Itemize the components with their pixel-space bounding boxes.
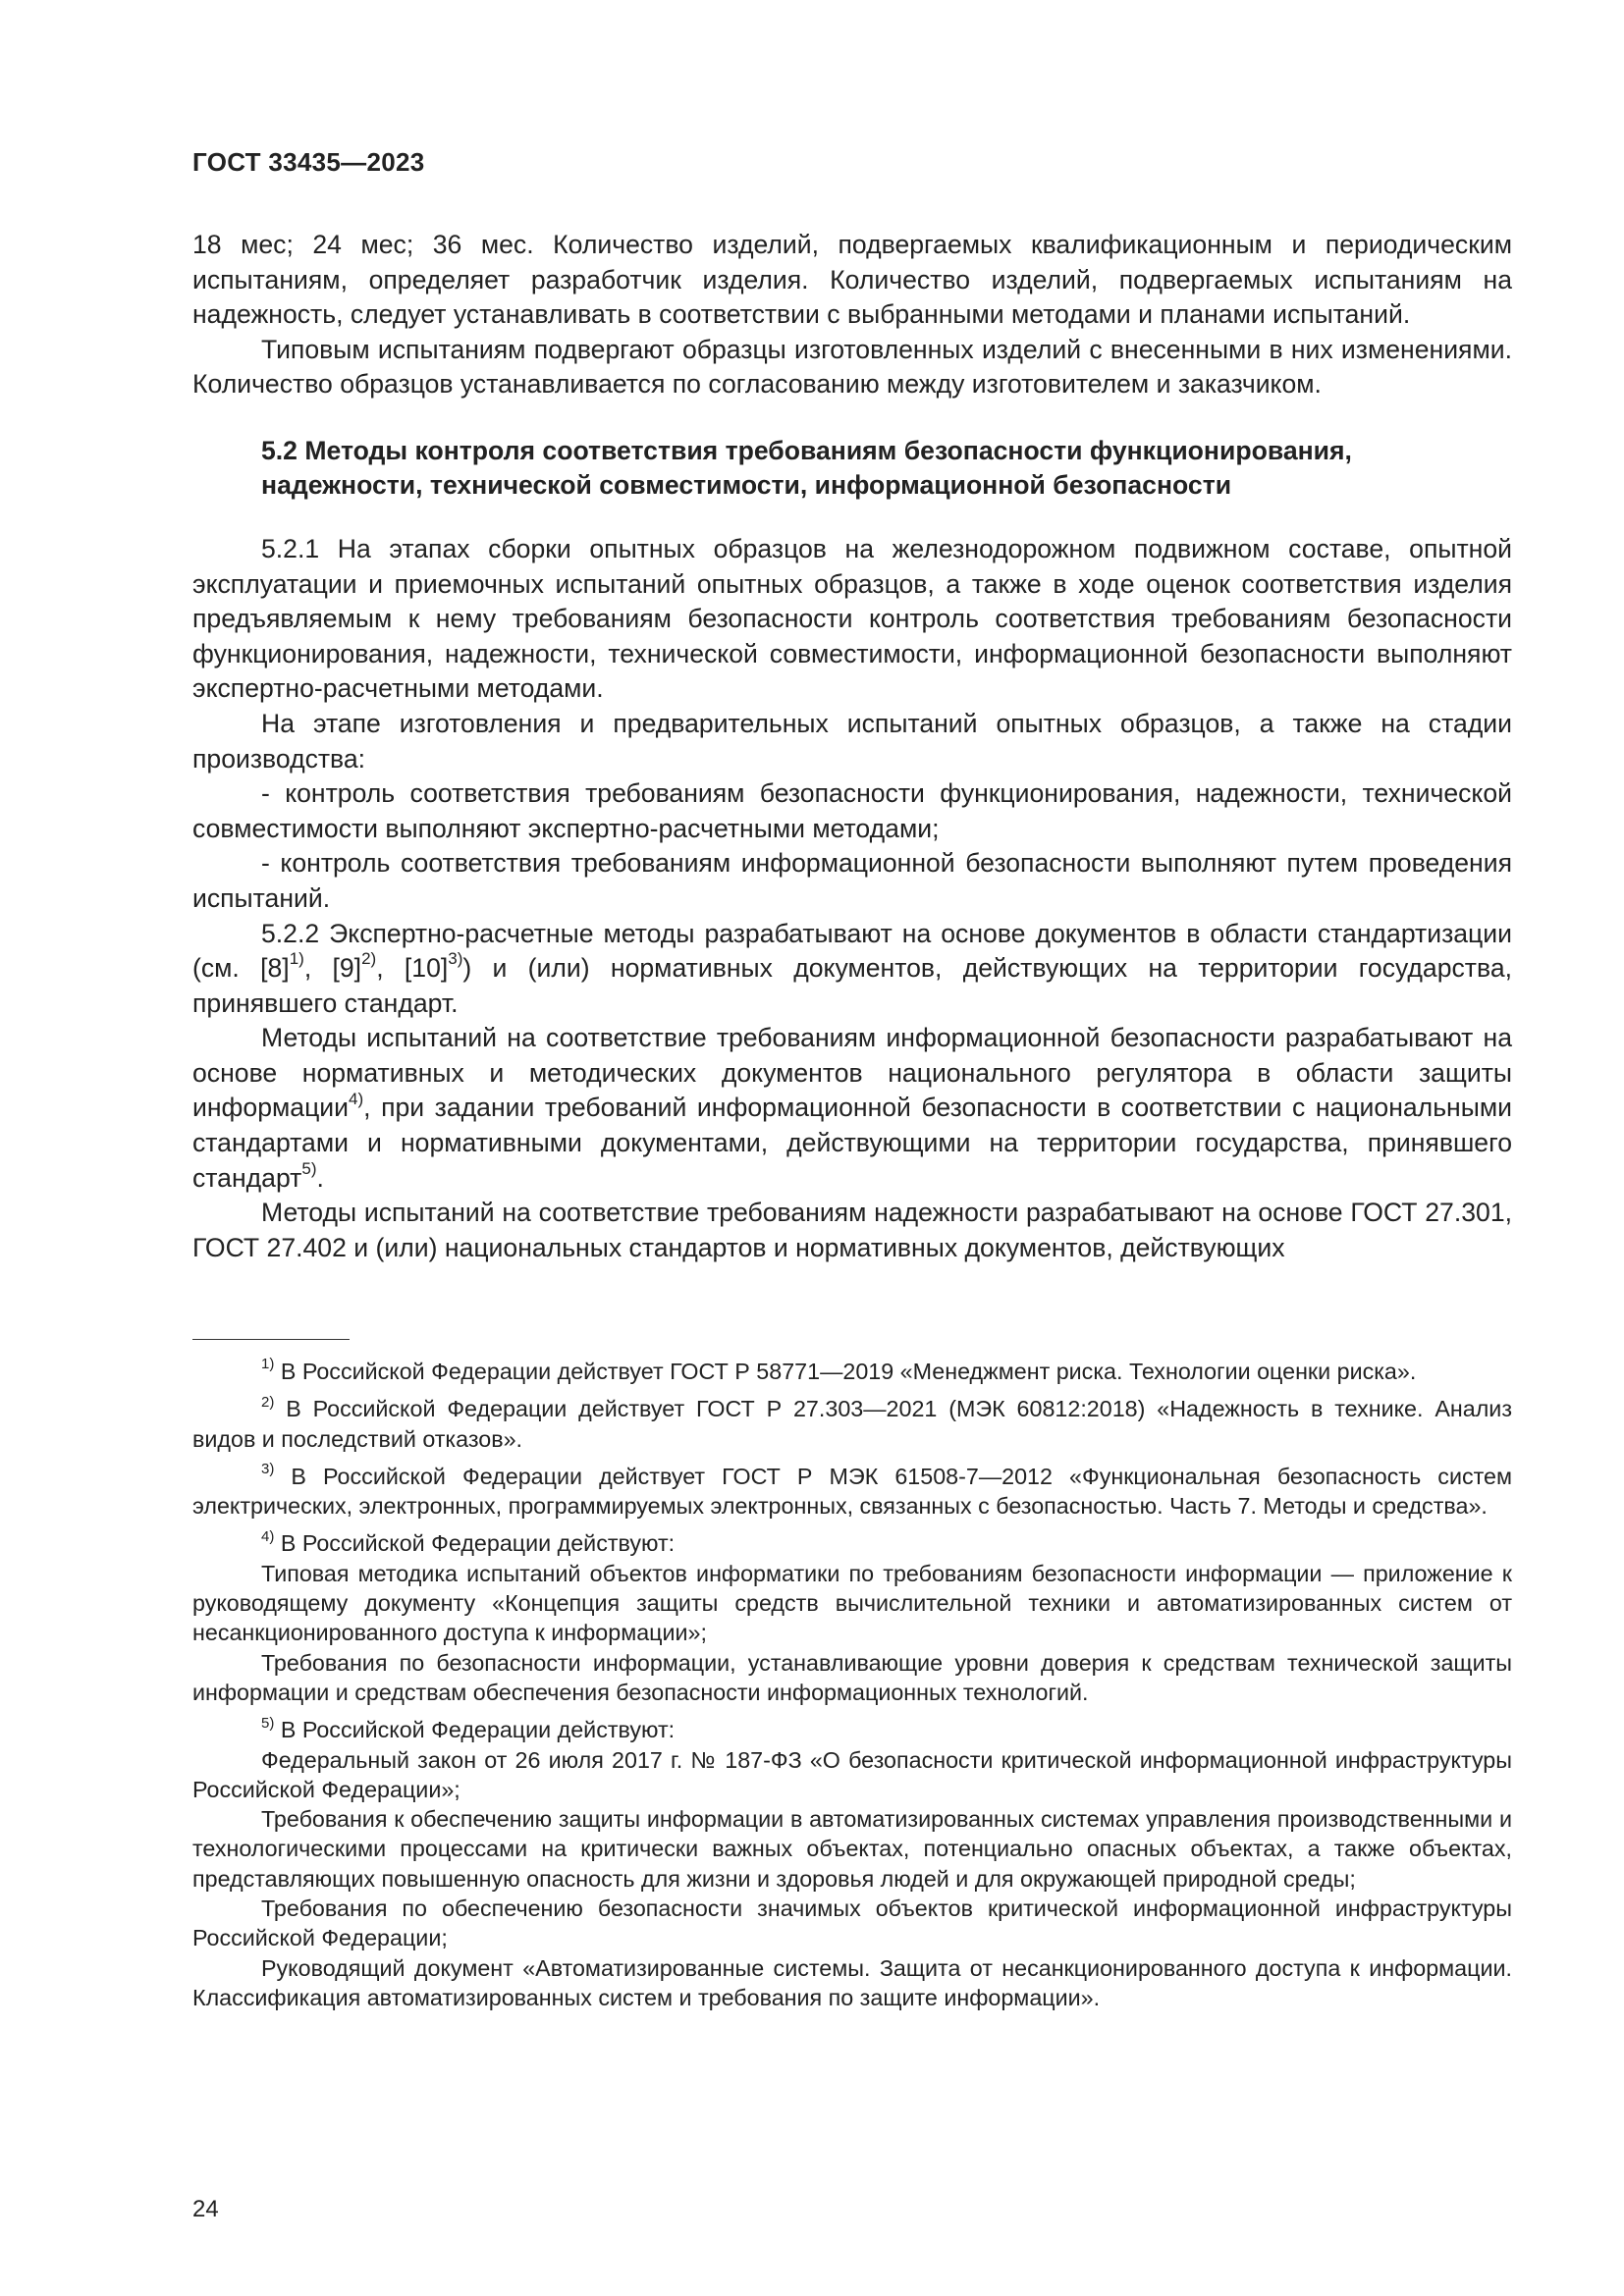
footnote-ref[interactable]: 3) bbox=[448, 949, 463, 969]
footnote-ref[interactable]: 1) bbox=[289, 949, 304, 969]
page-number: 24 bbox=[192, 2196, 219, 2222]
footnote: $^{2)}$ В Российской Федерации действует ГОСТ Р 27.303—2021 (МЭК 60812:2018) «Надежность в технике. Анализ видов и последствий отказов». bbox=[192, 1393, 1512, 1452]
paragraph: 18 мес; 24 мес; 36 мес. Количество изделий, подвергаемых квалификационным и периодическим испытаниям, определяет разработчик изделия. Количество изделий, подвергаемых испытаниям на надежность, следует устанавливать в соответствии с выбранными методами и планами испытаний. bbox=[192, 230, 1512, 330]
section-heading: 5.2 Методы контроля соответствия требованиям безопасности функционирования, надежности, технической совместимости, информационной безопасности bbox=[261, 435, 1352, 500]
footnote: $^{3)}$ В Российской Федерации действует ГОСТ Р МЭК 61508-7—2012 «Функциональная безопасность систем электрических, электронных, программируемых электронных, связанных с безопасностью. Часть 7. Методы и средства». bbox=[192, 1461, 1512, 1520]
paragraph: Методы испытаний на соответствие требованиям надежности разрабатывают на основе ГОСТ 27.301, ГОСТ 27.402 и (или) национальных стандартов и нормативных документов, действующих bbox=[192, 1198, 1512, 1262]
main-text bbox=[192, 228, 1512, 1265]
footnote: $^{1)}$ В Российской Федерации действует ГОСТ Р 58771—2019 «Менеджмент риска. Технологии оценки риска». bbox=[261, 1356, 1417, 1384]
paragraph: На этапе изготовления и предварительных испытаний опытных образцов, а также на стадии производства: bbox=[192, 708, 1512, 774]
footnotes bbox=[192, 1357, 1512, 2012]
footnote-ref[interactable]: 4) bbox=[349, 1089, 364, 1108]
footnote-ref[interactable]: 2) bbox=[361, 949, 377, 969]
footnote-ref[interactable]: 5) bbox=[301, 1158, 317, 1178]
paragraph: Методы испытаний на соответствие требованиям информационной безопасности разрабатывают на основе нормативных и методических документов национального регулятора в области защиты информации$^{4)}$, при задании требований информационной безопасности в соответствии с национальными стандартами и нормативными документами, действующими на территории государства, принявшего стандарт$^{5)}$. bbox=[192, 1023, 1512, 1193]
footnote: $^{4)}$ В Российской Федерации действуют: bbox=[261, 1527, 676, 1557]
footnote: $^{5)}$ В Российской Федерации действуют: bbox=[261, 1714, 676, 1743]
list-item: - контроль соответствия требованиям безопасности функционирования, надежности, технической совместимости выполняют экспертно-расчетными методами; bbox=[192, 778, 1512, 843]
footnote-item: Требования к обеспечению защиты информации в автоматизированных системах управления производственными и технологическими процессами на критически важных объектах, потенциально опасных объектах, а также объектах, представляющих повышенную опасность для жизни и здоровья людей и для окружающей природной среды; bbox=[192, 1806, 1512, 1892]
footnote-item: Типовая методика испытаний объектов информатики по требованиям безопасности информации — приложение к руководящему документу «Концепция защиты средств вычислительной техники и автоматизированных систем от несанкционированного доступа к информации»; bbox=[192, 1560, 1512, 1646]
paragraph: Типовым испытаниям подвергают образцы изготовленных изделий с внесенными в них изменениями. Количество образцов устанавливается по согласованию между изготовителем и заказчиком. bbox=[192, 334, 1512, 400]
footnote-item: Требования по безопасности информации, устанавливающие уровни доверия к средствам технической защиты информации и средствам обеспечения безопасности информационных технологий. bbox=[192, 1649, 1512, 1705]
footnote-item: Требования по обеспечению безопасности значимых объектов критической информационной инфраструктуры Российской Федерации; bbox=[192, 1896, 1512, 1951]
footnote-divider bbox=[192, 1339, 350, 1340]
paragraph: 5.2.2 Экспертно-расчетные методы разрабатывают на основе документов в области стандартизации (см. $[8]^{1)}$, $[9]^{2)}$, $[10]^{3)}$) и (или) нормативных документов, действующих на территории государства, принявшего стандарт. bbox=[192, 918, 1512, 1018]
footnote-item: Федеральный закон от 26 июля 2017 г. № 187-ФЗ «О безопасности критической информационной инфраструктуры Российской Федерации»; bbox=[192, 1746, 1512, 1802]
paragraph: 5.2.1 На этапах сборки опытных образцов на железнодорожном подвижном составе, опытной эксплуатации и приемочных испытаний опытных образцов, а также в ходе оценок соответствия изделия предъявляемым к нему требованиям безопасности контроль соответствия требованиям безопасности функционирования, надежности, технической совместимости, информационной безопасности выполняют экспертно-расчетными методами. bbox=[192, 533, 1512, 704]
document-header: ГОСТ 33435—2023 bbox=[192, 147, 425, 177]
footnote-item: Руководящий документ «Автоматизированные системы. Защита от несанкционированного доступа к информации. Классификация автоматизированных систем и требования по защите информации». bbox=[192, 1954, 1512, 2010]
list-item: - контроль соответствия требованиям информационной безопасности выполняют путем проведения испытаний. bbox=[192, 848, 1512, 913]
